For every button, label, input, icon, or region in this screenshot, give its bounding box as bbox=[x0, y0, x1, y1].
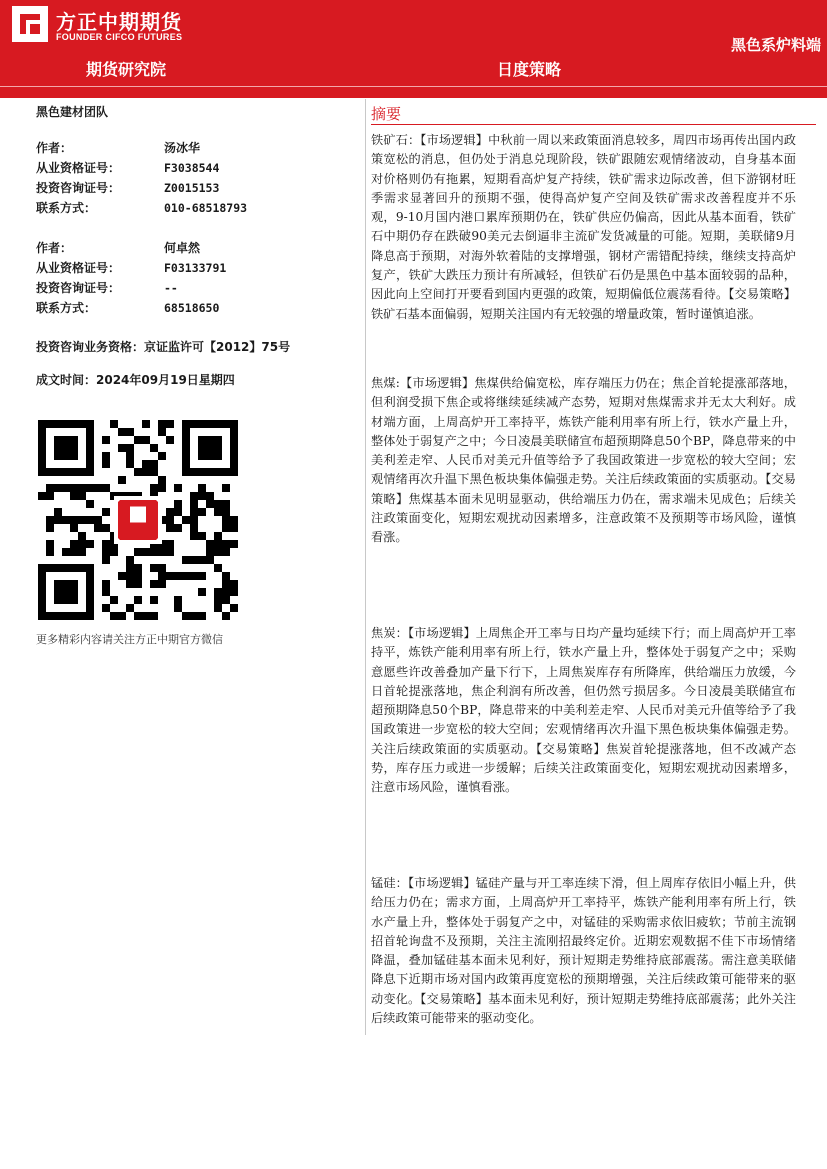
summary-title: 摘要 bbox=[371, 105, 402, 123]
author-name: 何卓然 bbox=[164, 241, 201, 255]
qualification-line: 投资咨询业务资格：京证监许可【2012】75号 bbox=[36, 340, 291, 354]
author-2-contact-row bbox=[36, 299, 219, 316]
iron-ore-paragraph: 铁矿石：【市场逻辑】中秋前一周以来政策面消息较多，周四市场再传出国内政策宽松的消息，但仍处于消息兑现阶段，铁矿跟随宏观情绪波动，自身基本面对价格则仍有拖累，短期看高炉复产持续，铁矿需求边际改善，但下游钢材旺季需求显著回升的预期不强，使得高炉复产空间及铁矿需求改善程度并不乐观，9-10月国内港口累库预期仍在，铁矿供应仍偏高，因此从基本面看，铁矿石中期仍存在跌破90美元去倒逼非主流矿发货减量的可能。短期，美联储9月降息高于预期，对海外软着陆的支撑增强，钢材产需错配持续，继续支持高炉复产，铁矿大跌压力预计有所减轻，但铁矿石仍是黑色中基本面较弱的品种，因此向上空间打开要看到国内更强的政策，短期偏低位震荡看待。【交易策略】铁矿石基本面偏弱，短期关注国内有无较强的增量政策，暂时谨慎追涨。 bbox=[371, 133, 796, 321]
contact-label: 联系方式： bbox=[36, 301, 97, 315]
report-type: 日度策略 bbox=[497, 60, 562, 79]
column-divider bbox=[365, 99, 366, 1035]
company-name-cn: 方正中期期货 bbox=[56, 10, 182, 34]
cert-label: 从业资格证号： bbox=[36, 161, 121, 175]
contact-number: 68518650 bbox=[164, 301, 220, 315]
publish-date: 成文时间：2024年09月19日星期四 bbox=[36, 373, 235, 387]
summary-rule bbox=[371, 124, 816, 125]
author-2-name-row bbox=[36, 239, 200, 256]
coke-paragraph: 焦炭：【市场逻辑】上周焦企开工率与日均产量均延续下行；而上周高炉开工率持平，炼铁产能利用率有所上行，铁水产量上升，整体处于弱复产之中；采购意愿些许改善叠加产量下行下，上周焦炭库存有所降库，供给端压力放缓，今日首轮提涨落地，焦企利润有所改善，但仍然亏损居多。今日凌晨美联储宣布超预期降息50个BP，降息带来的中美利差走窄、人民币对美元升值等给予了我国政策进一步宽松的较大空间；宏观情绪再次升温下黑色板块集体偏强走势。关注后续政策面的实质驱动。【交易策略】焦炭首轮提涨落地，但不改减产态势，库存压力或进一步缓解；后续关注政策面变化，短期宏观扰动因素增多，注意市场风险，谨慎看涨。 bbox=[371, 626, 796, 795]
report-header bbox=[0, 0, 827, 98]
cert-number: F3038544 bbox=[164, 161, 220, 175]
author-2-cert-row bbox=[36, 259, 226, 276]
author-label: 作者： bbox=[36, 141, 73, 155]
coking-coal-paragraph: 焦煤:【市场逻辑】焦煤供给偏宽松，库存端压力仍在；焦企首轮提涨部落地，但利润受损下焦企或将继续延续减产态势，短期对焦煤需求并无太大利好。成材端方面，上周高炉开工率持平，炼铁产能利用率有所上行，铁水产量上升，整体处于弱复产之中；今日凌晨美联储宣布超预期降息50个BP，降息带来的中美利差走窄、人民币对美元升值等给予了我国政策进一步宽松的较大空间；宏观情绪再次升温下黑色板块集体偏强走势。关注后续政策面的实质驱动。【交易策略】焦煤基本面未见明显驱动，供给端压力仍在，需求端未见成色；后续关注政策面变化，短期宏观扰动因素增多，注意政策不及预期等市场风险，谨慎看涨。 bbox=[371, 376, 796, 545]
qr-caption: 更多精彩内容请关注方正中期官方微信 bbox=[36, 633, 223, 646]
header-divider bbox=[0, 86, 827, 87]
contact-number: 010-68518793 bbox=[164, 201, 248, 215]
author-2-advisor-row bbox=[36, 279, 178, 296]
advisor-label: 投资咨询证号： bbox=[36, 181, 121, 195]
company-name-en: FOUNDER CIFCO FUTURES bbox=[56, 32, 183, 42]
advisor-number: Z0015153 bbox=[164, 181, 220, 195]
cert-label: 从业资格证号： bbox=[36, 261, 121, 275]
author-name: 汤冰华 bbox=[164, 141, 201, 155]
wechat-qr-code bbox=[38, 420, 238, 620]
advisor-label: 投资咨询证号： bbox=[36, 281, 121, 295]
sector-tag: 黑色系炉料端 bbox=[730, 36, 821, 54]
team-name: 黑色建材团队 bbox=[36, 105, 109, 119]
author-1-name-row bbox=[36, 139, 200, 156]
founder-logo-icon bbox=[12, 6, 48, 42]
author-1-advisor-row bbox=[36, 179, 219, 196]
department-name: 期货研究院 bbox=[86, 60, 167, 79]
author-1-cert-row bbox=[36, 159, 219, 176]
advisor-number: -- bbox=[164, 281, 178, 295]
author-1-contact-row bbox=[36, 199, 247, 216]
contact-label: 联系方式： bbox=[36, 201, 97, 215]
author-label: 作者： bbox=[36, 241, 73, 255]
silicomanganese-paragraph: 锰硅：【市场逻辑】锰硅产量与开工率连续下滑，但上周库存依旧小幅上升，供给压力仍在；需求方面，上周高炉开工率持平，炼铁产能利用率有所上行，铁水产量上升，整体处于弱复产之中，对锰硅的采购需求依旧疲软；节前主流钢招首轮询盘不及预期，关注主流刚招最终定价。近期宏观数据不佳下市场情绪降温，叠加锰硅基本面未见利好，预计短期走势维持底部震荡。需注意美联储降息下近期市场对国内政策再度宽松的预期增强，关注后续政策可能带来的驱动变化。【交易策略】基本面未见利好，预计短期走势维持底部震荡；此外关注后续政策可能带来的驱动变化。 bbox=[371, 876, 796, 1026]
cert-number: F03133791 bbox=[164, 261, 227, 275]
